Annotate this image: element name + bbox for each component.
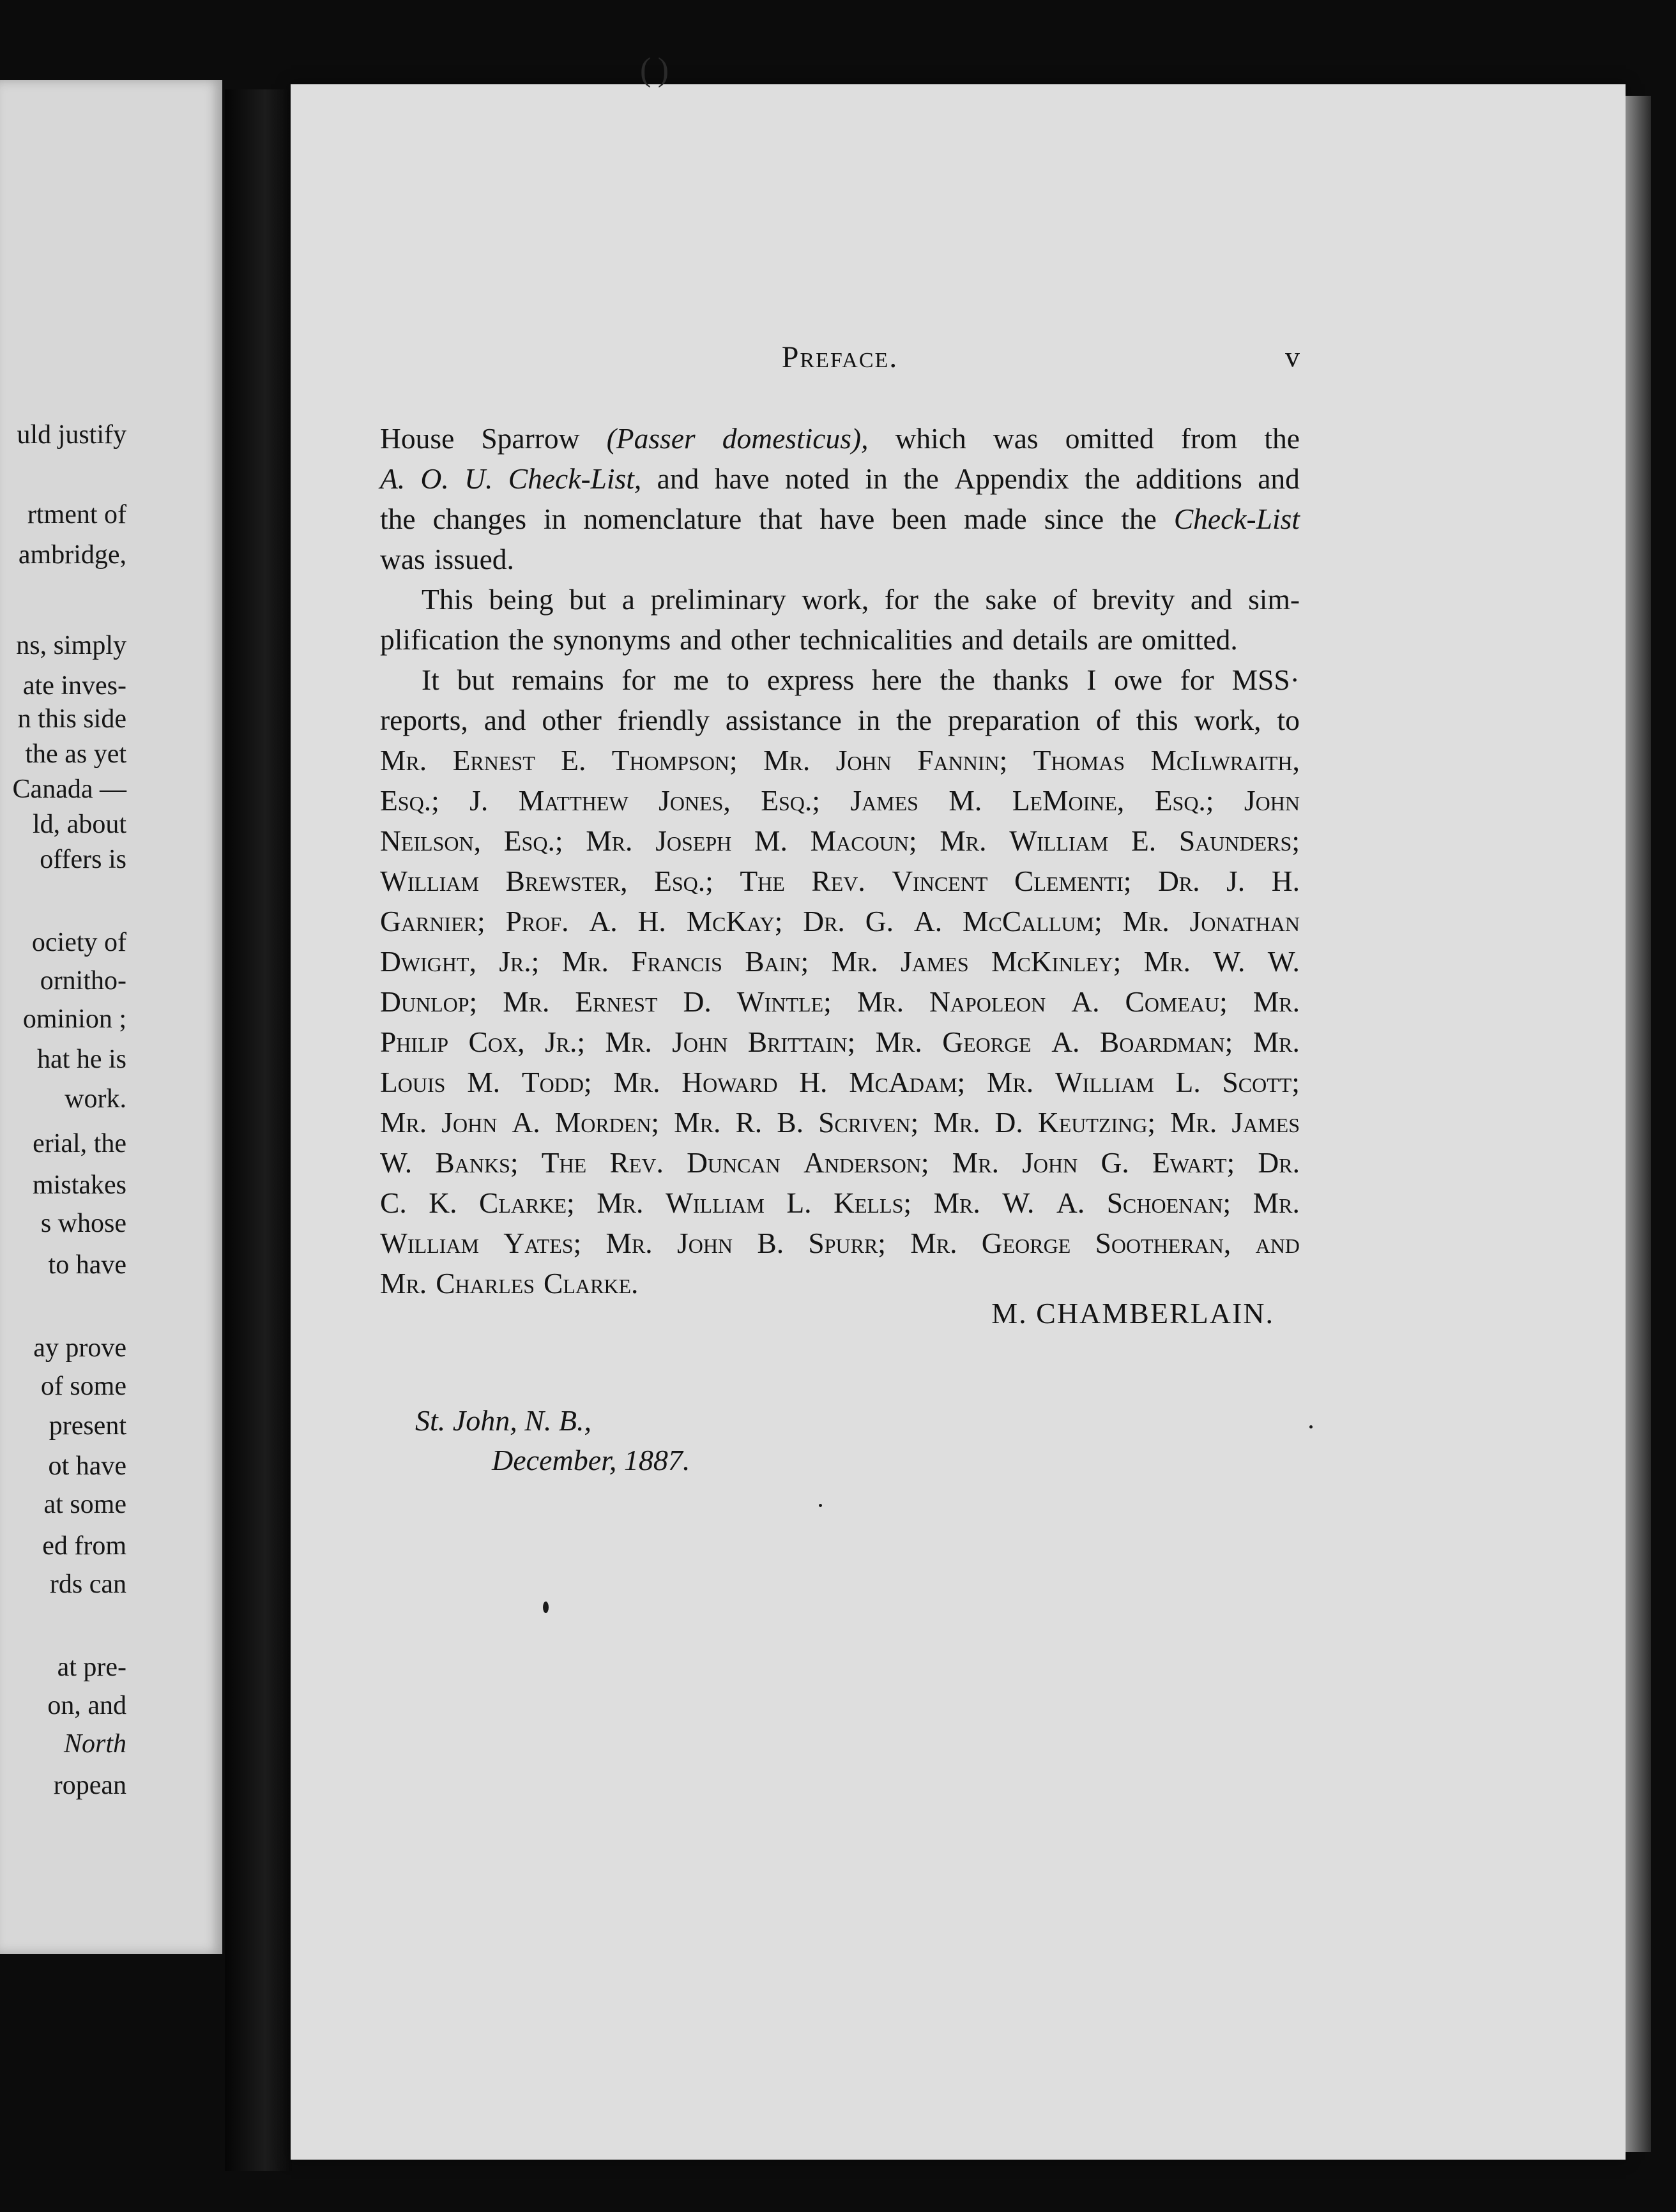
page-number: v xyxy=(1285,340,1300,373)
left-page-line: uld justify xyxy=(17,420,126,450)
left-page-line: ominion ; xyxy=(22,1004,126,1034)
text-line: Dunlop; Mr. Ernest D. Wintle; Mr. Napoleon A. Comeau; Mr. xyxy=(380,985,1300,1018)
left-page-line: ropean xyxy=(53,1771,126,1800)
left-page-line: the as yet xyxy=(25,739,126,769)
left-page-line: on, and xyxy=(47,1691,126,1720)
text-line: A. O. U. Check-List, and have noted in the Appendix the additions and xyxy=(380,462,1300,495)
previous-page-fragment xyxy=(0,80,222,1954)
running-header xyxy=(380,340,1300,384)
date-line: December, 1887. xyxy=(492,1444,690,1476)
left-page-line: at pre- xyxy=(57,1653,126,1682)
text-line: Neilson, Esq.; Mr. Joseph M. Macoun; Mr. William E. Saunders; xyxy=(380,824,1300,857)
left-page-line: ay prove xyxy=(33,1333,126,1363)
scan-speck xyxy=(543,1602,549,1613)
left-page-line: hat he is xyxy=(37,1045,126,1074)
left-page-line: ed from xyxy=(42,1531,126,1561)
left-page-line: North xyxy=(63,1729,126,1759)
left-page-line: to have xyxy=(48,1250,126,1280)
preface-text xyxy=(380,418,1300,1303)
page-title xyxy=(380,340,1300,375)
text-line: Mr. Ernest E. Thompson; Mr. John Fannin; Thomas McIlwraith, xyxy=(380,744,1300,776)
text-line: It but remains for me to express here the thanks I owe for MSS· xyxy=(422,663,1300,696)
text-line: W. Banks; The Rev. Duncan Anderson; Mr. John G. Ewart; Dr. xyxy=(380,1146,1300,1179)
text-line: House Sparrow (Passer domesticus), which was omitted from the xyxy=(380,422,1300,455)
scan-speck xyxy=(819,1504,822,1507)
left-page-line: rtment of xyxy=(27,500,126,529)
left-page-line: of some xyxy=(40,1372,126,1401)
scan-speck xyxy=(1309,1425,1313,1428)
left-page-line: at some xyxy=(43,1490,126,1519)
text-line: Mr. John A. Morden; Mr. R. B. Scriven; Mr. D. Keutzing; Mr. James xyxy=(380,1106,1300,1139)
left-page-line: work. xyxy=(65,1084,126,1114)
place-line: St. John, N. B., xyxy=(415,1404,591,1437)
book-spine-shadow xyxy=(225,89,292,2171)
text-line: William Yates; Mr. John B. Spurr; Mr. George Sootheran, and xyxy=(380,1227,1300,1259)
text-line: This being but a preliminary work, for the sake of brevity and sim- xyxy=(422,583,1300,616)
left-page-line: mistakes xyxy=(33,1170,126,1200)
left-page-line: rds can xyxy=(49,1570,126,1599)
left-page-line: offers is xyxy=(40,845,126,874)
text-line: Philip Cox, Jr.; Mr. John Brittain; Mr. George A. Boardman; Mr. xyxy=(380,1026,1300,1058)
left-page-line: ate inves- xyxy=(22,671,126,701)
text-line: the changes in nomenclature that have been made since the Check-List xyxy=(380,503,1300,535)
author-signature: M. CHAMBERLAIN. xyxy=(991,1297,1274,1329)
left-page-line: Canada — xyxy=(12,775,126,804)
left-page-line: ns, simply xyxy=(16,631,126,660)
left-page-line: ociety of xyxy=(31,928,126,957)
text-line: reports, and other friendly assistance in the preparation of this work, to xyxy=(380,704,1300,736)
left-page-line: n this side xyxy=(17,704,126,734)
left-page-line: ornitho- xyxy=(40,966,126,996)
scan-artifact-mark: ( ) xyxy=(640,52,669,88)
left-page-line: ambridge, xyxy=(18,540,126,570)
text-line: William Brewster, Esq.; The Rev. Vincent Clementi; Dr. J. H. xyxy=(380,865,1300,897)
text-line: C. K. Clarke; Mr. William L. Kells; Mr. W. A. Schoenan; Mr. xyxy=(380,1186,1300,1219)
page-right-edge xyxy=(1626,96,1651,2152)
text-line: Garnier; Prof. A. H. McKay; Dr. G. A. McCallum; Mr. Jonathan xyxy=(380,905,1300,937)
text-line: Esq.; J. Matthew Jones, Esq.; James M. LeMoine, Esq.; John xyxy=(380,784,1300,817)
page-title-text: Preface. xyxy=(781,340,899,374)
text-line: Louis M. Todd; Mr. Howard H. McAdam; Mr. William L. Scott; xyxy=(380,1066,1300,1098)
left-page-line: ld, about xyxy=(33,810,126,839)
left-page-line: s whose xyxy=(40,1209,126,1238)
left-page-line: erial, the xyxy=(33,1129,126,1158)
text-line: was issued. xyxy=(380,543,514,575)
left-page-line: present xyxy=(49,1411,126,1441)
text-line: plification the synonyms and other technicalities and details are omitted. xyxy=(380,623,1238,656)
text-line: Dwight, Jr.; Mr. Francis Bain; Mr. James McKinley; Mr. W. W. xyxy=(380,945,1300,978)
left-page-line: ot have xyxy=(48,1451,126,1481)
text-line: Mr. Charles Clarke. xyxy=(380,1267,639,1299)
